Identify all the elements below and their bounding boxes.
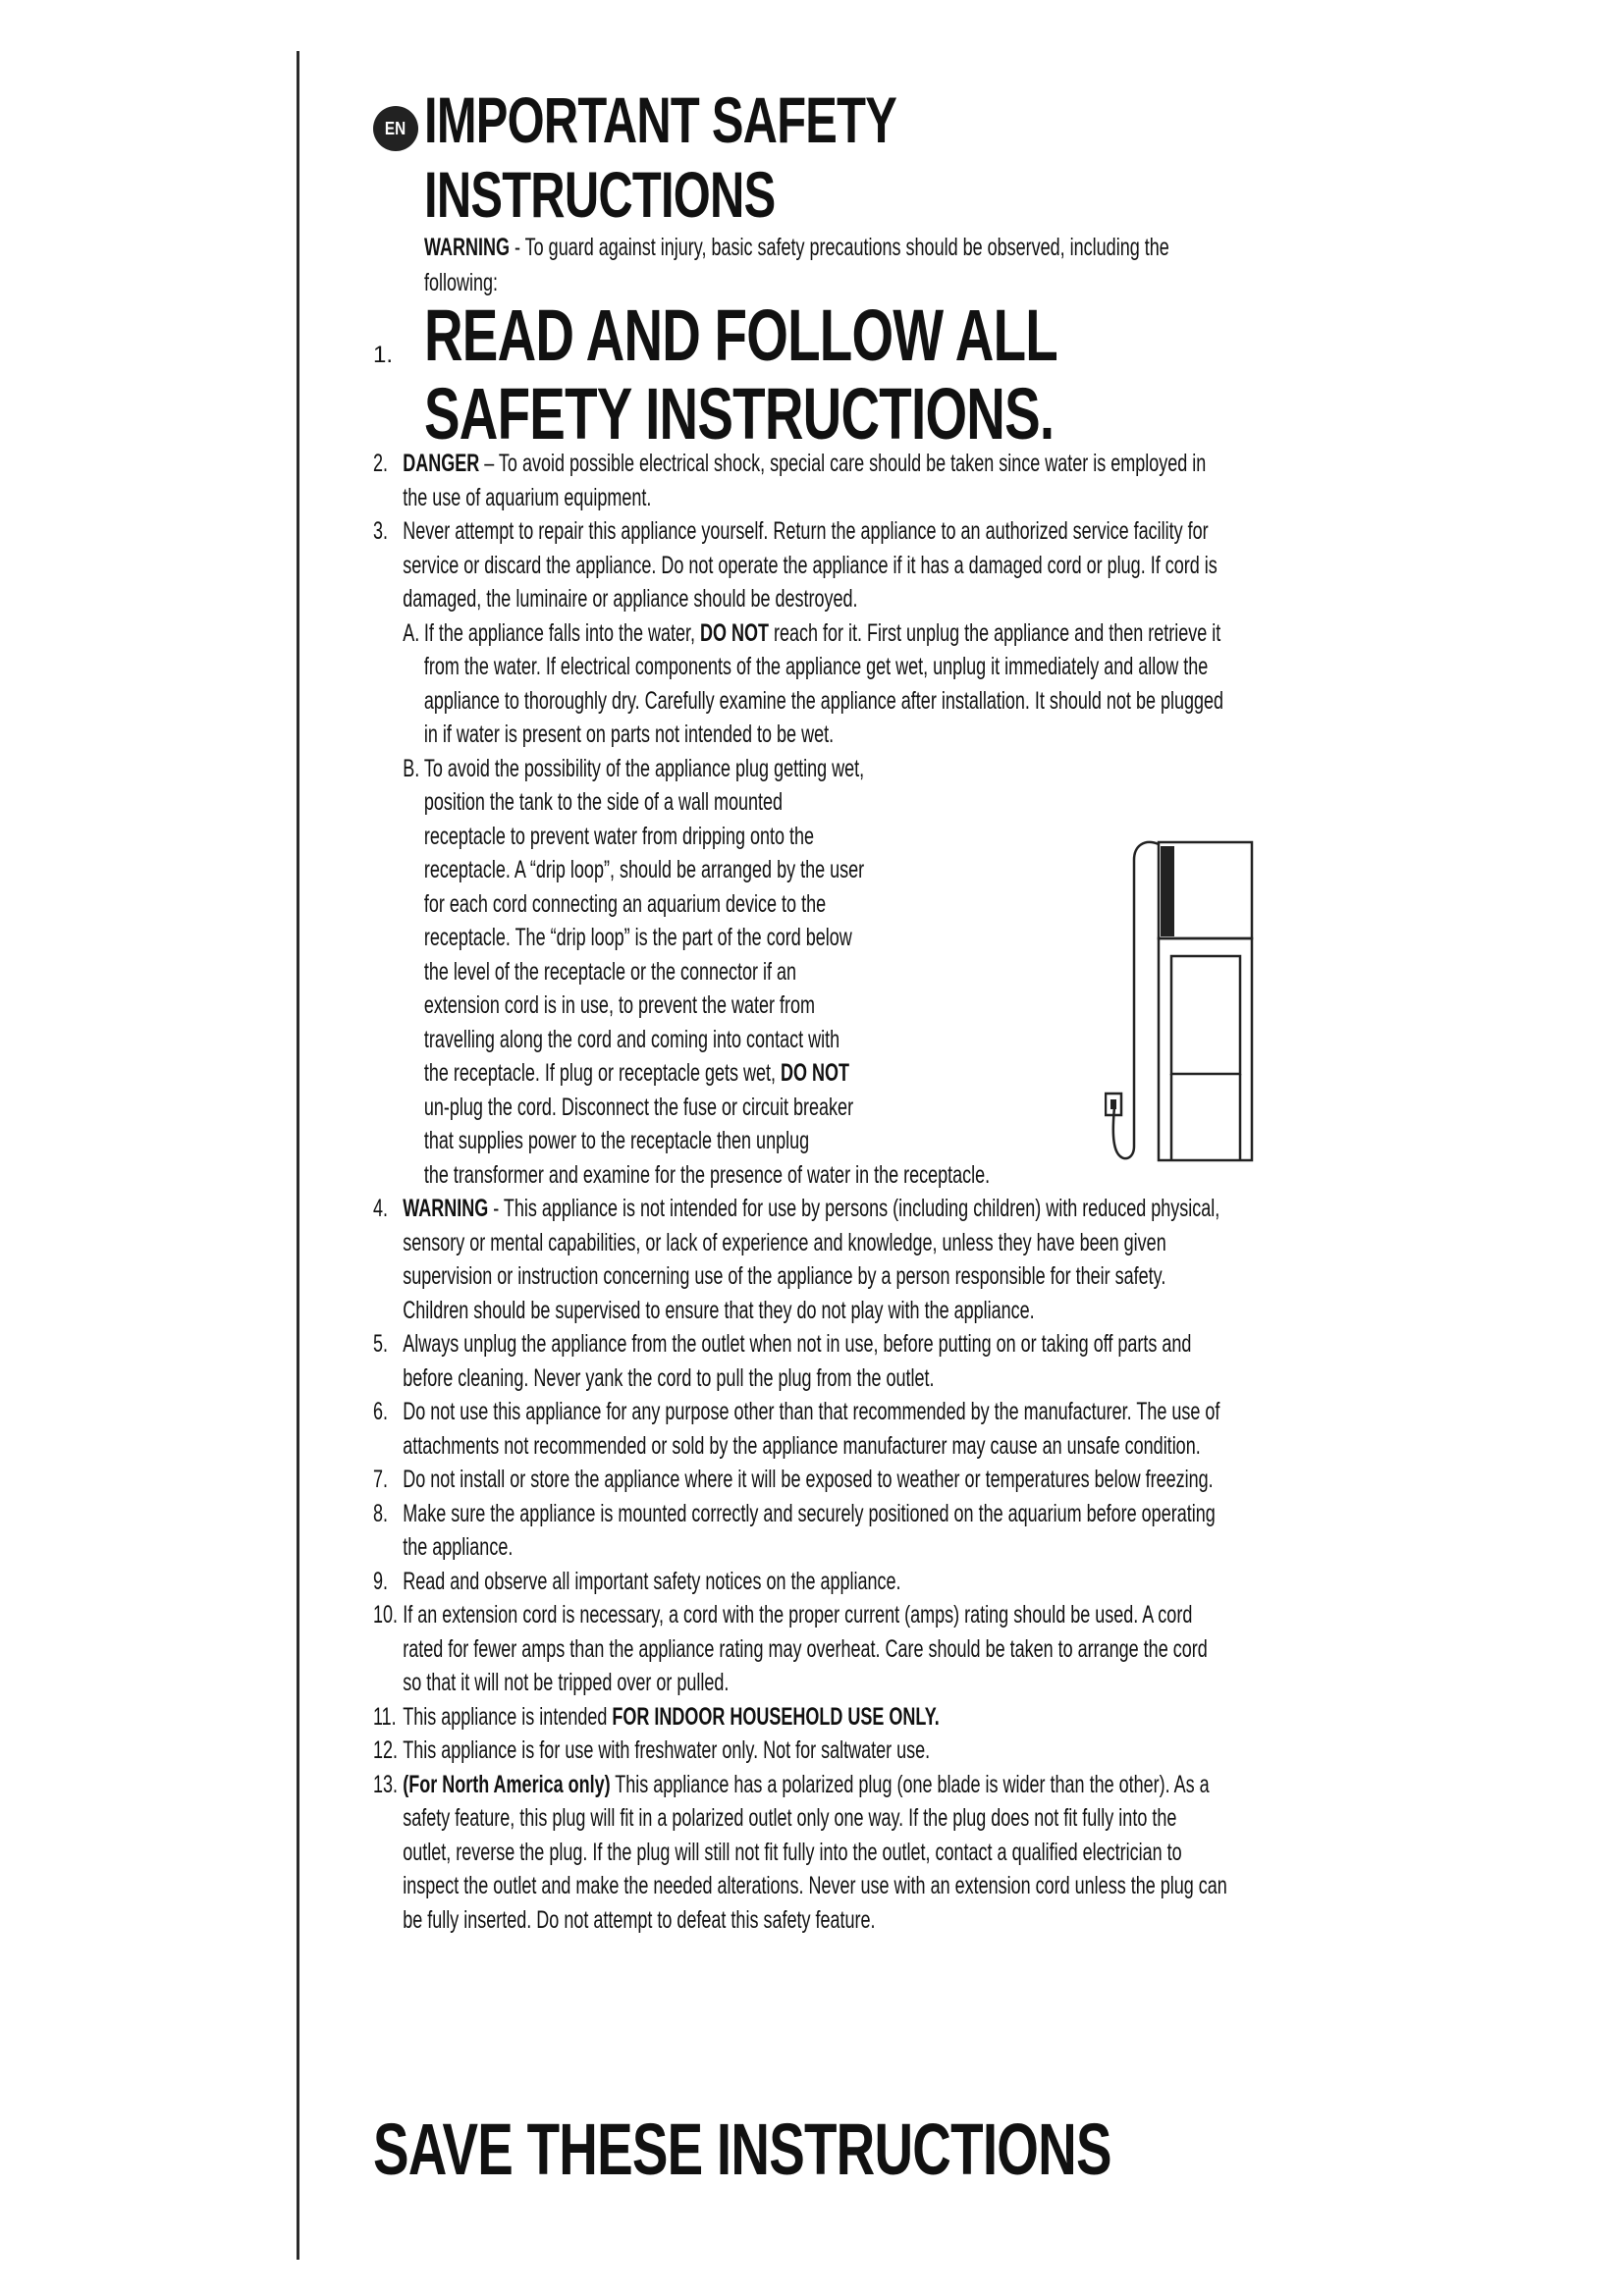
margin-rule: [297, 51, 299, 2260]
list-subitem: A. If the appliance falls into the water, DO NOT reach for it. First unplug the appliance and then retrieve it from the water. If electrical components of the appliance get wet, unplug it immediately and allow the appliance to thoroughly dry. Carefully examine the appliance after installation. It should not be plugged in if water is present on parts not intended to be wet.: [403, 618, 1224, 748]
save-instructions-heading: SAVE THESE INSTRUCTIONS: [373, 2109, 1111, 2190]
list-item: 8. Make sure the appliance is mounted correctly and securely positioned on the aquarium before operating the appliance.: [373, 1499, 1216, 1561]
warning-intro: WARNING - To guard against injury, basic safety precautions should be observed, including the following:: [424, 234, 1169, 296]
list-item: 13. (For North America only) This appliance has a polarized plug (one blade is wider than the other). As a safety feature, this plug will fit in a polarized outlet only one way. If the plug does not fit fully into the outlet, reverse the plug. If the plug will still not fit fully into the outlet, contact a qualified electrician to inspect the outlet and make the needed alterations. Never use with an extension cord unless the plug can be fully inserted. Do not attempt to defeat this safety feature.: [373, 1770, 1227, 1934]
list-item: 5. Always unplug the appliance from the outlet when not in use, before putting on or taking off parts and before cleaning. Never yank the cord to pull the plug from the outlet.: [373, 1330, 1192, 1392]
list-item: 6. Do not use this appliance for any purpose other than that recommended by the manufacturer. The use of attachments not recommended or sold by the appliance manufacturer may cause an unsafe condition.: [373, 1398, 1220, 1460]
list-item: 2. DANGER – To avoid possible electrical shock, special care should be taken since water is employed in the use of aquarium equipment.: [373, 450, 1207, 511]
drip-loop-diagram-icon: [1105, 834, 1262, 1163]
list-item: 9. Read and observe all important safety notices on the appliance.: [373, 1567, 901, 1595]
item-1-heading: READ AND FOLLOW ALL SAFETY INSTRUCTIONS.: [424, 294, 1056, 454]
list-item: 3. Never attempt to repair this appliance yourself. Return the appliance to an authorized service facility for service or discard the appliance. Do not operate the appliance if it has a damaged cord or plug. If cord is damaged, the luminaire or appliance should be destroyed.: [373, 517, 1218, 613]
page-title: IMPORTANT SAFETY INSTRUCTIONS: [424, 83, 896, 231]
list-item: 12. This appliance is for use with freshwater only. Not for saltwater use.: [373, 1736, 931, 1764]
item-1-number: 1.: [373, 342, 394, 368]
list-subitem: B. To avoid the possibility of the appliance plug getting wet, position the tank to the side of a wall mounted receptacle to prevent water from dripping onto the receptacle. A “drip loop”, should be arranged by the user for each cord connecting an aquarium device to the receptacle. The “drip loop” is the part of the cord below the level of the receptacle or the connector if an extension cord is in use, to prevent the water from travelling along the cord and coming into contact with the receptacle. If plug or receptacle gets wet, DO NOT un-plug the cord. Disconnect the fuse or circuit breaker that supplies power to the receptacle then unplug the transformer and examine for the presence of water in the receptacle.: [403, 754, 991, 1189]
list-item: 4. WARNING - This appliance is not intended for use by persons (including children) with reduced physical, sensory or mental capabilities, or lack of experience and knowledge, unless they have been given supervision or instruction concerning use of the appliance by a person responsible for their safety. Children should be supervised to ensure that they do not play with the appliance.: [373, 1195, 1220, 1324]
list-item: 10. If an extension cord is necessary, a cord with the proper current (amps) rating should be used. A cord rated for fewer amps than the appliance rating may overheat. Care should be taken to arrange the cord so that it will not be tripped over or pulled.: [373, 1601, 1208, 1696]
instruction-list: [373, 447, 1228, 1937]
list-item: 7. Do not install or store the appliance where it will be exposed to weather or temperatures below freezing.: [373, 1466, 1214, 1493]
list-item: 11. This appliance is intended FOR INDOOR HOUSEHOLD USE ONLY.: [373, 1702, 940, 1731]
language-badge: EN: [373, 106, 418, 151]
